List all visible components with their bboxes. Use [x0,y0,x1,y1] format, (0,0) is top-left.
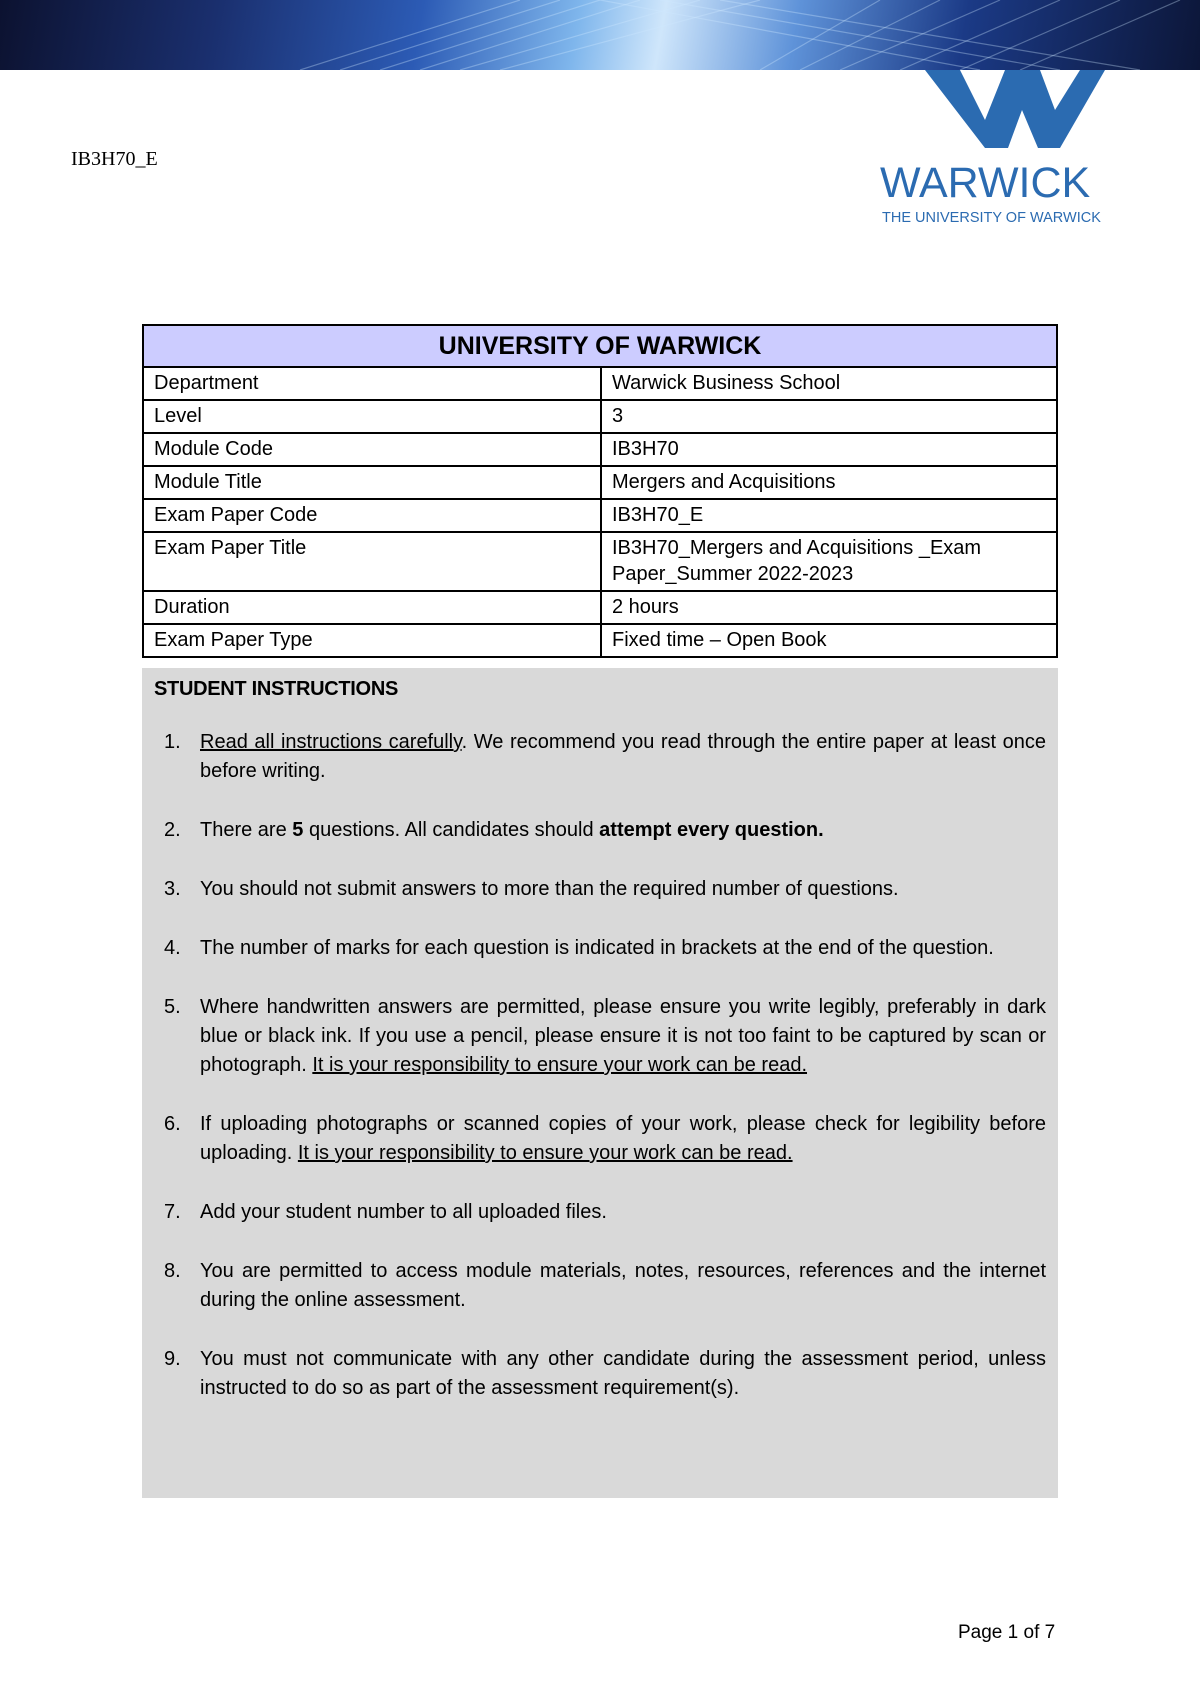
exam-info-table [142,324,1058,658]
instruction-text: You are permitted to access module materials, notes, resources, references and the internet during the online assessment. [200,1260,1046,1311]
paper-reference: IB3H70_E [71,148,158,170]
instruction-text: It is your responsibility to ensure your work can be read. [297,1142,793,1164]
table-row [143,499,1057,532]
table-row [143,591,1057,624]
row-label: Level [143,400,601,433]
instruction-text: If uploading photographs or scanned copies of your work, please check for legibility before uploading. [200,1113,1046,1164]
instruction-text: Read all instructions carefully [200,731,462,753]
instruction-text: You must not communicate with any other candidate during the assessment period, unless instructed to do so as part of the assessment requirement(s). [200,1348,1046,1399]
warwick-logo [880,70,1125,230]
instruction-item [154,1345,1046,1403]
table-row [143,466,1057,499]
student-instructions [142,668,1058,1498]
instruction-text: questions. All candidates should [303,819,600,841]
instruction-item [154,934,1046,963]
header-banner [0,0,1200,70]
instruction-item [154,875,1046,904]
row-value: Warwick Business School [601,367,1057,400]
instruction-text: . We recommend you read through the entire paper at least once before writing. [200,731,1046,782]
instruction-number: 5. [164,996,181,1018]
instruction-number: 4. [164,937,181,959]
instruction-item [154,1110,1046,1168]
table-row [143,433,1057,466]
instruction-text: Add your student number to all uploaded files. [200,1201,607,1223]
instruction-number: 7. [164,1201,181,1223]
row-label: Department [143,367,601,400]
instruction-text: You should not submit answers to more than the required number of questions. [200,878,899,900]
row-label: Module Code [143,433,601,466]
row-value: IB3H70_Mergers and Acquisitions _Exam Paper_Summer 2022-2023 [601,532,1057,591]
row-value: Mergers and Acquisitions [601,466,1057,499]
instruction-text: It is your responsibility to ensure your work can be read. [312,1054,808,1076]
row-label: Exam Paper Title [143,532,601,591]
row-value: 3 [601,400,1057,433]
table-row [143,624,1057,657]
row-value: IB3H70 [601,433,1057,466]
table-row [143,367,1057,400]
banner-pattern [0,0,1200,70]
row-value: IB3H70_E [601,499,1057,532]
instruction-text: The number of marks for each question is indicated in brackets at the end of the question. [200,937,994,959]
row-label: Module Title [143,466,601,499]
row-value: Fixed time – Open Book [601,624,1057,657]
instruction-text: There are [200,819,293,841]
instruction-number: 9. [164,1348,181,1370]
instruction-item [154,816,1046,845]
warwick-w-mark-icon [880,70,1125,160]
instruction-item [154,1257,1046,1315]
instruction-item [154,1198,1046,1227]
row-label: Duration [143,591,601,624]
row-value: 2 hours [601,591,1057,624]
page-number: Page 1 of 7 [958,1622,1056,1643]
row-label: Exam Paper Code [143,499,601,532]
table-row [143,532,1057,591]
instruction-text: Where handwritten answers are permitted, please ensure you write legibly, preferably in dark blue or black ink. If you use a pencil, please ensure it is not too faint to be captured by scan or photograph. [200,996,1046,1076]
instruction-number: 1. [164,731,181,753]
table-row [143,400,1057,433]
instruction-number: 6. [164,1113,181,1135]
instruction-number: 2. [164,819,181,841]
instructions-list [154,728,1046,1403]
instruction-item [154,993,1046,1080]
instruction-number: 8. [164,1260,181,1282]
table-title: UNIVERSITY OF WARWICK [143,325,1057,367]
instruction-number: 3. [164,878,181,900]
logo-subtitle: THE UNIVERSITY OF WARWICK [882,210,1101,226]
instruction-text: attempt every question. [599,819,824,841]
logo-wordmark: WARWICK [880,159,1091,207]
row-label: Exam Paper Type [143,624,601,657]
instructions-title: STUDENT INSTRUCTIONS [154,678,399,700]
instruction-item [154,728,1046,786]
instruction-text: 5 [292,819,304,841]
